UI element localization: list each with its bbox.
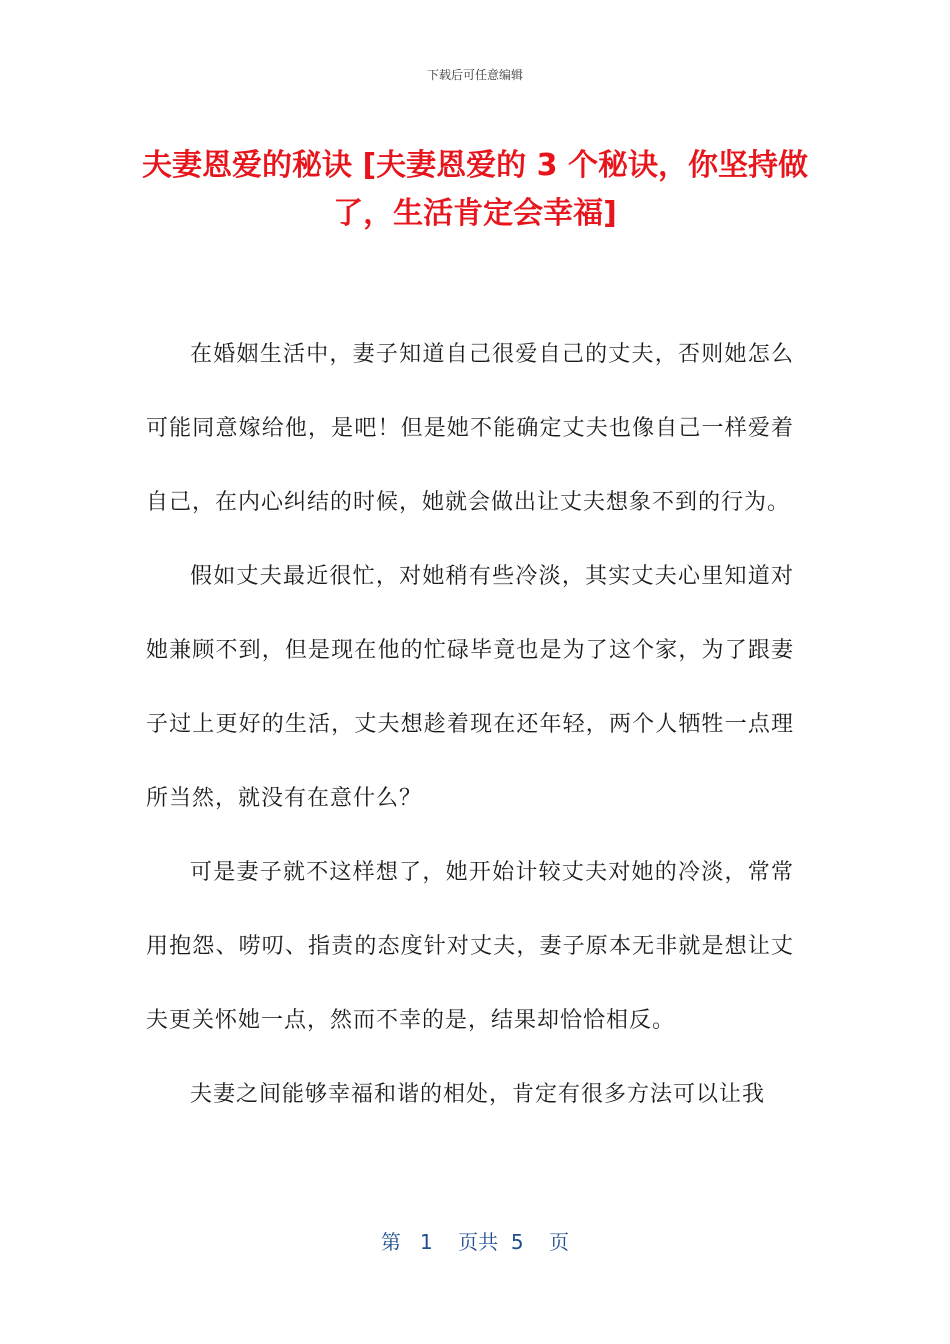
header-note: 下载后可任意编辑 xyxy=(426,68,523,82)
paragraph: 在婚姻生活中，妻子知道自己很爱自己的丈夫，否则她怎么可能同意嫁给他，是吧！但是她不能确定丈夫也像自己一样爱着自己，在内心纠结的时候，她就会做出让丈夫想象不到的行为。 xyxy=(146,342,794,515)
footer-page-number: 1 xyxy=(420,1230,433,1254)
page-footer xyxy=(0,1226,950,1255)
footer-total-pages: 5 xyxy=(510,1230,524,1254)
footer-prefix: 第 xyxy=(380,1230,401,1254)
paragraph: 可是妻子就不这样想了，她开始计较丈夫对她的冷淡，常常用抱怨、唠叨、指责的态度针对丈夫，妻子原本无非就是想让丈夫更关怀她一点，然而不幸的是，结果却恰恰相反。 xyxy=(146,860,794,1033)
paragraph: 假如丈夫最近很忙，对她稍有些冷淡，其实丈夫心里知道对她兼顾不到，但是现在他的忙碌毕竟也是为了这个家，为了跟妻子过上更好的生活，丈夫想趁着现在还年轻，两个人牺牲一点理所当然，就没有在意什么？ xyxy=(146,564,794,811)
document-title: 夫妻恩爱的秘诀 [夫妻恩爱的 3 个秘诀，你坚持做了，生活肯定会幸福] xyxy=(142,148,808,231)
document-body xyxy=(146,318,794,1132)
footer-middle: 页共 xyxy=(458,1230,499,1254)
paragraph: 夫妻之间能够幸福和谐的相处，肯定有很多方法可以让我 xyxy=(190,1082,766,1107)
footer-suffix: 页 xyxy=(549,1230,570,1254)
